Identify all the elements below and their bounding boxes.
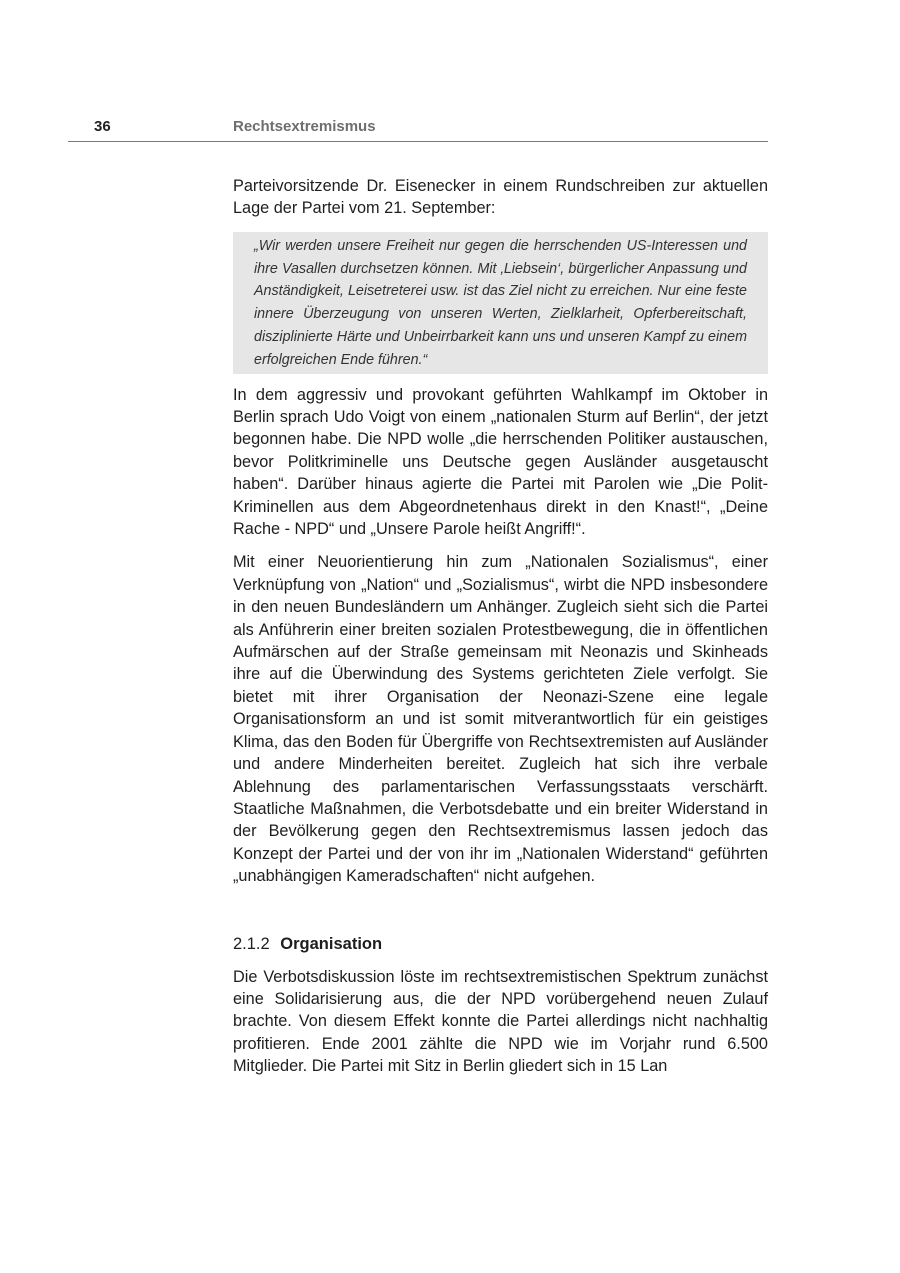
paragraph-campaign: In dem aggressiv und provokant geführten Wahlkampf im Oktober in Berlin sprach Udo Voigt von einem „nationalen Sturm auf Berlin“, der jetzt begonnen habe. Die NPD wolle „die herrschenden Politiker austauschen, bevor Politkriminelle uns Deutsche gegen Ausländer ausgetauscht haben“. Darüber hinaus agierte die Partei mit Parolen wie „Die Polit-Kriminellen aus dem Abgeordnetenhaus direkt in den Knast!“, „Deine Rache - NPD“ und „Unsere Parole heißt Angriff!“. [233,385,768,539]
intro-paragraph: Parteivorsitzende Dr. Eisenecker in einem Rundschreiben zur aktuellen Lage der Partei vom 21. September: [233,177,768,218]
page-body [233,175,768,1078]
running-title: Rechtsextremismus [233,118,376,135]
quote-text: „Wir werden unsere Freiheit nur gegen die herrschenden US-Interessen und ihre Vasallen durchsetzen können. Mit ‚Liebsein‘, bürgerlicher Anpassung und Anständigkeit, Leisetreterei usw. ist das Ziel nicht zu erreichen. Nur eine feste innere Überzeugung von unseren Werten, Zielklarheit, Opferbereitschaft, disziplinierte Härte und Unbeirrbarkeit kann uns und unseren Kampf zu einem erfolgreichen Ende führen.“ [254,237,747,368]
page-number: 36 [94,118,111,135]
quote-box [233,232,768,374]
section-title: Organisation [280,934,383,953]
paragraph-orientation: Mit einer Neuorientierung hin zum „Nationalen Sozialismus“, einer Verknüpfung von „Nation“ und „Sozialismus“, wirbt die NPD insbesondere in den neuen Bundesländern um Anhänger. Zugleich sieht sich die Partei als Anführerin einer breiten sozialen Protestbewegung, die in öffentlichen Aufmärschen auf der Straße gemeinsam mit Neonazis und Skinheads ihre auf die Überwindung des Systems gerichteten Ziele verfolgt. Sie bietet mit ihrer Organisation der Neonazi-Szene eine legale Organisationsform an und ist somit mitverantwortlich für ein geistiges Klima, das den Boden für Übergriffe von Rechtsextremisten auf Ausländer und andere Minderheiten bereitet. Zugleich hat sich ihre verbale Ablehnung des parlamentarischen Verfassungsstaats verschärft. Staatliche Maßnahmen, die Verbotsdebatte und ein breiter Widerstand in der Bevölkerung gegen den Rechtsextremismus lassen jedoch das Konzept der Partei und der von ihr im „Nationalen Widerstand“ geführten „unabhängigen Kameradschaften“ nicht aufgehen. [233,553,768,886]
section-heading [233,933,768,955]
paragraph-organisation: Die Verbotsdiskussion löste im rechtsextremistischen Spektrum zunächst eine Solidarisierung aus, die der NPD vorübergehend neuen Zulauf brachte. Von diesem Effekt konnte die Partei allerdings nicht nachhaltig profitieren. Ende 2001 zählte die NPD wie im Vorjahr rund 6.500 Mitglieder. Die Partei mit Sitz in Berlin gliedert sich in 15 Lan [233,967,768,1076]
header-rule [68,141,768,142]
section-number: 2.1.2 [233,934,270,953]
